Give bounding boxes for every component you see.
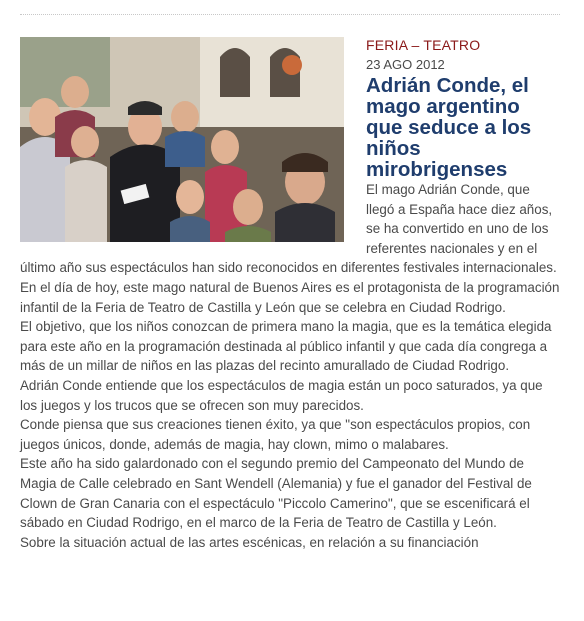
- article-paragraph: El objetivo, que los niños conozcan de primera mano la magia, que es la temática elegida para este año en la programación destinada al público infantil y que cada día congrega a más de un millar de niños en las plazas del recinto amurallado de Ciudad Rodrigo.: [20, 319, 552, 374]
- article-title[interactable]: Adrián Conde, el mago argentino que seduce a los niños mirobrigenses: [366, 74, 532, 181]
- news-article: [20, 37, 560, 552]
- photo-illustration: [20, 37, 344, 242]
- article-paragraph: Sobre la situación actual de las artes escénicas, en relación a su financiación: [20, 534, 479, 550]
- article-paragraph: En el día de hoy, este mago natural de Buenos Aires es el protagonista de la programación infantil de la Feria de Teatro de Castilla y León que se celebra en Ciudad Rodrigo.: [20, 279, 560, 315]
- article-paragraph: El mago Adrián Conde, que llegó a España hace diez años, se ha convertido en uno de los referentes nacionales y en el último año sus espectáculos han sido reconocidos en diferentes festivales internacionales.: [20, 182, 557, 276]
- article-paragraph: Este año ha sido galardonado con el segundo premio del Campeonato del Mundo de Magia de Calle celebrado en Sant Wendell (Alemania) y fue el ganador del Festival de Clown de Gran Canaria con el espectáculo "Piccolo Camerino", que se escenificará el sábado en Ciudad Rodrigo, en el marco de la Feria de Teatro de Castilla y León.: [20, 456, 532, 531]
- article-category[interactable]: FERIA – TEATRO: [366, 37, 481, 53]
- article-paragraph: Conde piensa que sus creaciones tienen éxito, ya que "son espectáculos propios, con juegos únicos, donde, además de magia, hay clown, mimo o malabares.: [20, 417, 531, 452]
- article-paragraph: Adrián Conde entiende que los espectáculos de magia están un poco saturados, ya que los juegos y los trucos que se ofrecen son muy parecidos.: [20, 377, 543, 413]
- article-date: 23 AGO 2012: [366, 57, 445, 72]
- article-photo: [20, 37, 344, 242]
- top-divider: [20, 14, 560, 15]
